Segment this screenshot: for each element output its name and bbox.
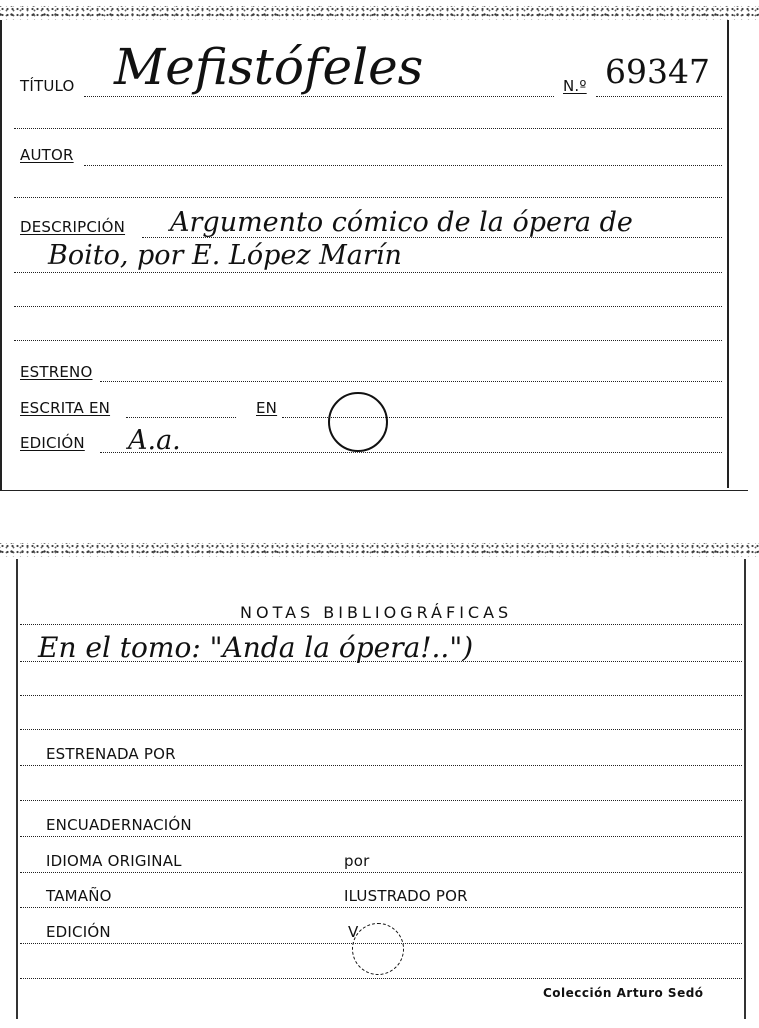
catalog-card-front [0,0,759,495]
edicion-label: EDICIÓN [46,923,111,941]
numero-label: N.º [563,77,587,95]
coleccion-footer: Colección Arturo Sedó [543,986,704,1000]
ruled-line [14,128,722,129]
tamano-label: TAMAÑO [46,887,112,905]
ruled-line [20,624,742,625]
ruled-line [14,272,722,273]
card-top-edge [0,543,759,557]
card-right-edge [727,20,729,488]
ruled-line [20,836,742,837]
escrita-en-line [126,417,236,418]
punch-hole [352,923,404,975]
ruled-line [20,695,742,696]
escrita-en-label: ESCRITA EN [20,399,111,417]
edicion-line [100,452,722,453]
ruled-line [20,872,742,873]
card-left-edge [16,559,18,1019]
numero-line [596,96,722,97]
encuadernacion-label: ENCUADERNACIÓN [46,816,192,834]
ilustrado-por-label: ILUSTRADO POR [344,887,468,905]
card-top-edge [0,6,759,20]
ruled-line [20,729,742,730]
card-right-edge [744,559,746,1019]
titulo-label: TÍTULO [20,77,75,95]
edicion-label: EDICIÓN [20,434,85,452]
ruled-line [20,978,742,979]
ruled-line [14,306,722,307]
titulo-line [84,96,554,97]
ruled-line [20,907,742,908]
por-label: por [344,852,370,870]
ruled-line [20,765,742,766]
ruled-line [14,197,722,198]
estrenada-por-label: ESTRENADA POR [46,745,176,763]
en-label: EN [256,399,278,417]
edicion-value: A.a. [128,425,181,456]
notas-title: NOTAS BIBLIOGRÁFICAS [240,603,513,622]
titulo-value: Mefistófeles [114,38,424,96]
descripcion-line1: Argumento cómico de la ópera de [170,207,633,238]
idioma-original-label: IDIOMA ORIGINAL [46,852,182,870]
descripcion-line2: Boito, por E. López Marín [48,240,402,271]
ruled-line [14,340,722,341]
punch-hole [328,392,388,452]
estreno-label: ESTRENO [20,363,93,381]
v-label: V [348,923,359,941]
autor-line [84,165,722,166]
estreno-line [100,381,722,382]
catalog-card-back [0,535,759,1028]
notas-line1: En el tomo: "Anda la ópera!..") [38,631,474,664]
descripcion-label: DESCRIPCIÓN [20,218,126,236]
autor-label: AUTOR [20,146,74,164]
numero-value: 69347 [605,52,710,91]
card-left-edge [0,20,2,490]
ruled-line [20,943,742,944]
card-bottom-edge [0,490,748,491]
ruled-line [20,661,742,662]
ruled-line [20,800,742,801]
